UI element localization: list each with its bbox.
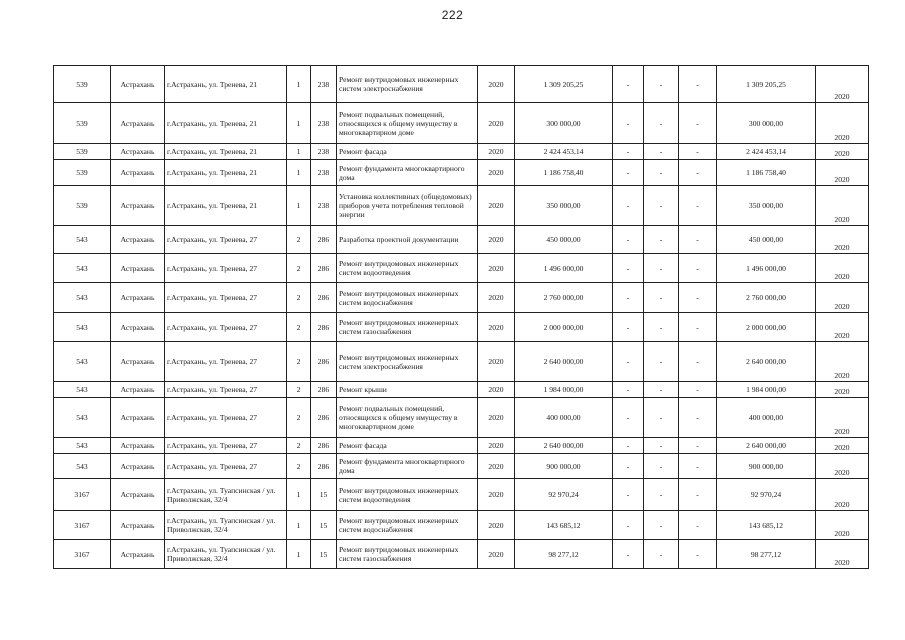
work-type-cell: Установка коллективных (общедомовых) приборов учета потребления тепловой энергии xyxy=(337,186,478,226)
dash-cell: - xyxy=(679,342,717,382)
address-cell: г.Астрахань, ул. Тренева, 21 xyxy=(165,160,287,186)
entrance-count-cell: 1 xyxy=(287,144,311,160)
house-number-cell: 3167 xyxy=(54,540,111,569)
work-type-cell: Ремонт подвальных помещений, относящихся к общему имуществу в многоквартирном доме xyxy=(337,398,478,438)
address-cell: г.Астрахань, ул. Тренева, 27 xyxy=(165,254,287,283)
address-cell: г.Астрахань, ул. Тренева, 27 xyxy=(165,226,287,254)
total-cost-cell: 1 496 000,00 xyxy=(717,254,816,283)
dash-cell: - xyxy=(644,103,679,144)
address-cell: г.Астрахань, ул. Тренева, 27 xyxy=(165,283,287,313)
year-cell: 2020 xyxy=(478,382,515,398)
entrance-count-cell: 1 xyxy=(287,540,311,569)
table-row xyxy=(54,342,869,382)
work-type-cell: Ремонт фундамента многоквартирного дома xyxy=(337,160,478,186)
dash-cell: - xyxy=(679,103,717,144)
cost-cell: 92 970,24 xyxy=(515,479,613,511)
year-cell: 2020 xyxy=(478,103,515,144)
completion-year-cell: 2020 xyxy=(816,160,869,186)
dash-cell: - xyxy=(613,144,644,160)
entrance-count-cell: 2 xyxy=(287,313,311,342)
completion-year-cell: 2020 xyxy=(816,438,869,454)
work-type-cell: Ремонт внутридомовых инженерных систем электроснабжения xyxy=(337,342,478,382)
dash-cell: - xyxy=(644,479,679,511)
year-cell: 2020 xyxy=(478,66,515,103)
address-cell: г.Астрахань, ул. Тренева, 21 xyxy=(165,186,287,226)
cost-cell: 143 685,12 xyxy=(515,511,613,540)
entrance-count-cell: 2 xyxy=(287,382,311,398)
completion-year-cell: 2020 xyxy=(816,66,869,103)
completion-year-cell: 2020 xyxy=(816,144,869,160)
dash-cell: - xyxy=(613,66,644,103)
total-cost-cell: 2 000 000,00 xyxy=(717,313,816,342)
house-number-cell: 539 xyxy=(54,144,111,160)
dash-cell: - xyxy=(644,382,679,398)
table-row xyxy=(54,382,869,398)
dash-cell: - xyxy=(679,283,717,313)
city-cell: Астрахань xyxy=(111,438,165,454)
total-cost-cell: 450 000,00 xyxy=(717,226,816,254)
year-cell: 2020 xyxy=(478,283,515,313)
dash-cell: - xyxy=(644,283,679,313)
area-code-cell: 15 xyxy=(311,540,337,569)
city-cell: Астрахань xyxy=(111,66,165,103)
area-code-cell: 286 xyxy=(311,283,337,313)
completion-year-cell: 2020 xyxy=(816,186,869,226)
city-cell: Астрахань xyxy=(111,540,165,569)
house-number-cell: 543 xyxy=(54,454,111,479)
city-cell: Астрахань xyxy=(111,454,165,479)
dash-cell: - xyxy=(613,186,644,226)
address-cell: г.Астрахань, ул. Туапсинская / ул. Приволжская, 32/4 xyxy=(165,479,287,511)
completion-year-cell: 2020 xyxy=(816,511,869,540)
area-code-cell: 238 xyxy=(311,103,337,144)
dash-cell: - xyxy=(613,540,644,569)
page-number: 222 xyxy=(441,8,464,22)
table-row xyxy=(54,479,869,511)
house-number-cell: 539 xyxy=(54,160,111,186)
dash-cell: - xyxy=(613,511,644,540)
table-row xyxy=(54,283,869,313)
cost-cell: 1 496 000,00 xyxy=(515,254,613,283)
city-cell: Астрахань xyxy=(111,254,165,283)
city-cell: Астрахань xyxy=(111,342,165,382)
completion-year-cell: 2020 xyxy=(816,226,869,254)
table-row xyxy=(54,160,869,186)
total-cost-cell: 2 760 000,00 xyxy=(717,283,816,313)
entrance-count-cell: 2 xyxy=(287,283,311,313)
table-row xyxy=(54,454,869,479)
city-cell: Астрахань xyxy=(111,313,165,342)
dash-cell: - xyxy=(613,398,644,438)
area-code-cell: 286 xyxy=(311,342,337,382)
area-code-cell: 286 xyxy=(311,382,337,398)
work-type-cell: Ремонт фасада xyxy=(337,438,478,454)
total-cost-cell: 400 000,00 xyxy=(717,398,816,438)
cost-cell: 300 000,00 xyxy=(515,103,613,144)
dash-cell: - xyxy=(644,454,679,479)
house-number-cell: 543 xyxy=(54,226,111,254)
dash-cell: - xyxy=(644,511,679,540)
city-cell: Астрахань xyxy=(111,479,165,511)
house-number-cell: 539 xyxy=(54,66,111,103)
dash-cell: - xyxy=(613,342,644,382)
dash-cell: - xyxy=(679,438,717,454)
city-cell: Астрахань xyxy=(111,103,165,144)
dash-cell: - xyxy=(644,160,679,186)
year-cell: 2020 xyxy=(478,398,515,438)
dash-cell: - xyxy=(613,103,644,144)
table-row xyxy=(54,511,869,540)
year-cell: 2020 xyxy=(478,479,515,511)
area-code-cell: 286 xyxy=(311,438,337,454)
work-type-cell: Разработка проектной документации xyxy=(337,226,478,254)
year-cell: 2020 xyxy=(478,454,515,479)
city-cell: Астрахань xyxy=(111,186,165,226)
total-cost-cell: 300 000,00 xyxy=(717,103,816,144)
table-row xyxy=(54,540,869,569)
table-row xyxy=(54,186,869,226)
entrance-count-cell: 2 xyxy=(287,226,311,254)
house-number-cell: 543 xyxy=(54,438,111,454)
year-cell: 2020 xyxy=(478,511,515,540)
year-cell: 2020 xyxy=(478,313,515,342)
dash-cell: - xyxy=(613,382,644,398)
cost-cell: 400 000,00 xyxy=(515,398,613,438)
area-code-cell: 238 xyxy=(311,186,337,226)
dash-cell: - xyxy=(679,144,717,160)
address-cell: г.Астрахань, ул. Тренева, 27 xyxy=(165,342,287,382)
city-cell: Астрахань xyxy=(111,144,165,160)
cost-cell: 1 984 000,00 xyxy=(515,382,613,398)
entrance-count-cell: 2 xyxy=(287,254,311,283)
dash-cell: - xyxy=(644,398,679,438)
completion-year-cell: 2020 xyxy=(816,103,869,144)
dash-cell: - xyxy=(679,398,717,438)
cost-cell: 1 186 758,40 xyxy=(515,160,613,186)
dash-cell: - xyxy=(613,313,644,342)
address-cell: г.Астрахань, ул. Тренева, 21 xyxy=(165,144,287,160)
completion-year-cell: 2020 xyxy=(816,479,869,511)
city-cell: Астрахань xyxy=(111,283,165,313)
year-cell: 2020 xyxy=(478,186,515,226)
year-cell: 2020 xyxy=(478,160,515,186)
year-cell: 2020 xyxy=(478,540,515,569)
total-cost-cell: 143 685,12 xyxy=(717,511,816,540)
house-number-cell: 539 xyxy=(54,186,111,226)
entrance-count-cell: 1 xyxy=(287,479,311,511)
work-type-cell: Ремонт внутридомовых инженерных систем электроснабжения xyxy=(337,66,478,103)
completion-year-cell: 2020 xyxy=(816,454,869,479)
total-cost-cell: 2 424 453,14 xyxy=(717,144,816,160)
table-row xyxy=(54,66,869,103)
entrance-count-cell: 2 xyxy=(287,342,311,382)
table-body xyxy=(54,66,869,569)
address-cell: г.Астрахань, ул. Тренева, 21 xyxy=(165,66,287,103)
table-row xyxy=(54,144,869,160)
entrance-count-cell: 1 xyxy=(287,186,311,226)
total-cost-cell: 2 640 000,00 xyxy=(717,342,816,382)
dash-cell: - xyxy=(679,511,717,540)
total-cost-cell: 1 309 205,25 xyxy=(717,66,816,103)
dash-cell: - xyxy=(644,226,679,254)
address-cell: г.Астрахань, ул. Тренева, 27 xyxy=(165,438,287,454)
area-code-cell: 238 xyxy=(311,66,337,103)
year-cell: 2020 xyxy=(478,144,515,160)
entrance-count-cell: 2 xyxy=(287,398,311,438)
dash-cell: - xyxy=(679,186,717,226)
house-number-cell: 543 xyxy=(54,254,111,283)
address-cell: г.Астрахань, ул. Туапсинская / ул. Приволжская, 32/4 xyxy=(165,511,287,540)
cost-cell: 2 640 000,00 xyxy=(515,342,613,382)
city-cell: Астрахань xyxy=(111,398,165,438)
dash-cell: - xyxy=(679,382,717,398)
dash-cell: - xyxy=(613,160,644,186)
cost-cell: 900 000,00 xyxy=(515,454,613,479)
area-code-cell: 238 xyxy=(311,160,337,186)
area-code-cell: 286 xyxy=(311,254,337,283)
total-cost-cell: 900 000,00 xyxy=(717,454,816,479)
total-cost-cell: 2 640 000,00 xyxy=(717,438,816,454)
dash-cell: - xyxy=(644,254,679,283)
dash-cell: - xyxy=(644,342,679,382)
dash-cell: - xyxy=(613,283,644,313)
dash-cell: - xyxy=(644,438,679,454)
city-cell: Астрахань xyxy=(111,382,165,398)
entrance-count-cell: 1 xyxy=(287,511,311,540)
repair-schedule-table xyxy=(53,65,869,569)
dash-cell: - xyxy=(679,479,717,511)
city-cell: Астрахань xyxy=(111,226,165,254)
total-cost-cell: 1 186 758,40 xyxy=(717,160,816,186)
house-number-cell: 543 xyxy=(54,283,111,313)
cost-cell: 350 000,00 xyxy=(515,186,613,226)
cost-cell: 2 760 000,00 xyxy=(515,283,613,313)
dash-cell: - xyxy=(613,454,644,479)
year-cell: 2020 xyxy=(478,342,515,382)
dash-cell: - xyxy=(644,186,679,226)
area-code-cell: 238 xyxy=(311,144,337,160)
completion-year-cell: 2020 xyxy=(816,382,869,398)
address-cell: г.Астрахань, ул. Тренева, 27 xyxy=(165,313,287,342)
work-type-cell: Ремонт фасада xyxy=(337,144,478,160)
completion-year-cell: 2020 xyxy=(816,342,869,382)
address-cell: г.Астрахань, ул. Туапсинская / ул. Приволжская, 32/4 xyxy=(165,540,287,569)
city-cell: Астрахань xyxy=(111,511,165,540)
dash-cell: - xyxy=(679,454,717,479)
entrance-count-cell: 1 xyxy=(287,103,311,144)
area-code-cell: 15 xyxy=(311,479,337,511)
house-number-cell: 543 xyxy=(54,398,111,438)
cost-cell: 2 424 453,14 xyxy=(515,144,613,160)
completion-year-cell: 2020 xyxy=(816,398,869,438)
city-cell: Астрахань xyxy=(111,160,165,186)
cost-cell: 450 000,00 xyxy=(515,226,613,254)
total-cost-cell: 350 000,00 xyxy=(717,186,816,226)
table-row xyxy=(54,226,869,254)
dash-cell: - xyxy=(679,160,717,186)
total-cost-cell: 98 277,12 xyxy=(717,540,816,569)
work-type-cell: Ремонт крыши xyxy=(337,382,478,398)
work-type-cell: Ремонт внутридомовых инженерных систем водоснабжения xyxy=(337,511,478,540)
address-cell: г.Астрахань, ул. Тренева, 27 xyxy=(165,454,287,479)
area-code-cell: 286 xyxy=(311,454,337,479)
work-type-cell: Ремонт фундамента многоквартирного дома xyxy=(337,454,478,479)
dash-cell: - xyxy=(679,66,717,103)
entrance-count-cell: 1 xyxy=(287,66,311,103)
dash-cell: - xyxy=(613,226,644,254)
area-code-cell: 286 xyxy=(311,398,337,438)
area-code-cell: 15 xyxy=(311,511,337,540)
work-type-cell: Ремонт внутридомовых инженерных систем водоотведения xyxy=(337,479,478,511)
entrance-count-cell: 2 xyxy=(287,438,311,454)
dash-cell: - xyxy=(644,66,679,103)
cost-cell: 2 640 000,00 xyxy=(515,438,613,454)
dash-cell: - xyxy=(613,479,644,511)
cost-cell: 2 000 000,00 xyxy=(515,313,613,342)
table-row xyxy=(54,254,869,283)
table-row xyxy=(54,313,869,342)
address-cell: г.Астрахань, ул. Тренева, 21 xyxy=(165,103,287,144)
work-type-cell: Ремонт внутридомовых инженерных систем водоснабжения xyxy=(337,283,478,313)
area-code-cell: 286 xyxy=(311,226,337,254)
dash-cell: - xyxy=(679,313,717,342)
work-type-cell: Ремонт подвальных помещений, относящихся к общему имуществу в многоквартирном доме xyxy=(337,103,478,144)
work-type-cell: Ремонт внутридомовых инженерных систем водоотведения xyxy=(337,254,478,283)
dash-cell: - xyxy=(679,226,717,254)
dash-cell: - xyxy=(679,254,717,283)
total-cost-cell: 1 984 000,00 xyxy=(717,382,816,398)
dash-cell: - xyxy=(613,254,644,283)
year-cell: 2020 xyxy=(478,226,515,254)
table-row xyxy=(54,438,869,454)
completion-year-cell: 2020 xyxy=(816,313,869,342)
dash-cell: - xyxy=(613,438,644,454)
dash-cell: - xyxy=(644,144,679,160)
house-number-cell: 543 xyxy=(54,342,111,382)
dash-cell: - xyxy=(644,313,679,342)
house-number-cell: 3167 xyxy=(54,479,111,511)
entrance-count-cell: 1 xyxy=(287,160,311,186)
total-cost-cell: 92 970,24 xyxy=(717,479,816,511)
entrance-count-cell: 2 xyxy=(287,454,311,479)
work-type-cell: Ремонт внутридомовых инженерных систем газоснабжения xyxy=(337,540,478,569)
dash-cell: - xyxy=(644,540,679,569)
year-cell: 2020 xyxy=(478,254,515,283)
completion-year-cell: 2020 xyxy=(816,283,869,313)
completion-year-cell: 2020 xyxy=(816,540,869,569)
table-row xyxy=(54,103,869,144)
work-type-cell: Ремонт внутридомовых инженерных систем газоснабжения xyxy=(337,313,478,342)
year-cell: 2020 xyxy=(478,438,515,454)
house-number-cell: 3167 xyxy=(54,511,111,540)
house-number-cell: 543 xyxy=(54,313,111,342)
house-number-cell: 543 xyxy=(54,382,111,398)
dash-cell: - xyxy=(679,540,717,569)
area-code-cell: 286 xyxy=(311,313,337,342)
address-cell: г.Астрахань, ул. Тренева, 27 xyxy=(165,398,287,438)
cost-cell: 98 277,12 xyxy=(515,540,613,569)
address-cell: г.Астрахань, ул. Тренева, 27 xyxy=(165,382,287,398)
cost-cell: 1 309 205,25 xyxy=(515,66,613,103)
house-number-cell: 539 xyxy=(54,103,111,144)
completion-year-cell: 2020 xyxy=(816,254,869,283)
table-row xyxy=(54,398,869,438)
